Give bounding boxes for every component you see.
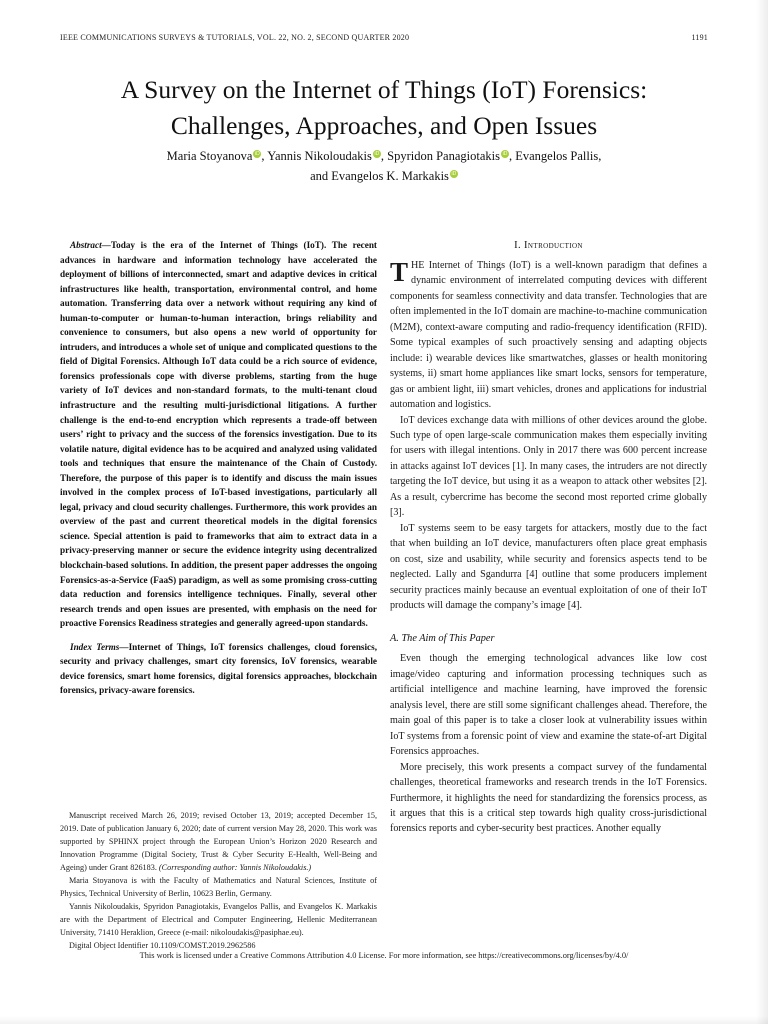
footnote-manuscript-history (60, 809, 377, 874)
author-separator-3: , (508, 149, 516, 163)
two-column-body (60, 238, 708, 952)
abstract-label: Abstract— (70, 240, 111, 250)
orcid-icon: iD (451, 170, 457, 177)
license-line: This work is licensed under a Creative Commons Attribution 4.0 License. For more information, see https://creativecommons.org/licenses/by/4.0/ (139, 951, 629, 960)
section-1-heading: I. Introduction (514, 240, 583, 251)
footnote-affiliation-2: Yannis Nikoloudakis, Spyridon Panagiotakis, Evangelos Pallis, and Evangelos K. Markakis are with the Department of Electrical and Computer Engineering, Hellenic Mediterranean University, 71410 Heraklion, Greece (e-mail: nikoloudakis@pasiphae.eu). (60, 902, 377, 937)
abstract (60, 238, 377, 631)
author-name-1: Maria Stoyanova (166, 149, 253, 163)
footnotes-block (60, 809, 377, 952)
footnote-affiliation-1: Maria Stoyanova is with the Faculty of Mathematics and Natural Sciences, Institute of Physics, Technical University of Berlin, 10623 Berlin, Germany. (60, 876, 377, 898)
index-terms-text: Internet of Things, IoT forensics challenges, cloud forensics, security and privacy challenges, smart city forensics, IoV forensics, wearable device forensics, smart home forensics, digital forensics approaches, blockchain forensics, privacy-aware forensics. (60, 641, 378, 696)
index-terms (60, 640, 377, 698)
intro-paragraph-1-text: HE Internet of Things (IoT) is a well-known paradigm that defines a dynamic environment of interrelated computing devices with different components for seamless connectivity and data transfer. Technologies that are often implemented in the IoT domain are machine-to-machine communication (M2M), context-aware computing and radio-frequency identification (RFID). Some typical examples of such proactively sensing and adapting objects include: i) wearable devices like smartwatches, glasses or health monitoring systems, ii) smart home appliances like smart locks, sensors for temperature, gas or ambient light, iii) smart vehicles, drones and applications for industrial automation and logistics. (390, 260, 707, 411)
footnote-manuscript-text: Manuscript received March 26, 2019; revised October 13, 2019; accepted December 15, 2019. Date of publication January 6, 2020; date of current version May 28, 2020. This work was supported by SPHINX project through the European Union’s Horizon 2020 Research and Innovation Programme (Digital Society, Trust & Cyber Security E-Health, Well-Being and Ageing) under Grant 826183. (60, 811, 377, 872)
title-line-2: Challenges, Approaches, and Open Issues (170, 111, 598, 140)
authors-line-1 (30, 146, 738, 166)
paper-title (30, 72, 738, 144)
author-separator-2: , (380, 149, 388, 163)
title-line-1: A Survey on the Internet of Things (IoT) Forensics: (120, 75, 648, 104)
intro-paragraph-1 (390, 258, 707, 413)
section-a-paragraph-1: Even though the emerging technological advances like low cost image/video capturing and information processing techniques such as artificial intelligence and machine learning, have improved the forensic analysis level, there are still some significant challenges ahead. Therefore, the main goal of this paper is to take a closer look at vulnerability issues within IoT systems from a forensic point of view and examine the state-of-art Digital Forensics approaches. (390, 653, 707, 758)
page-number: 1191 (691, 33, 708, 42)
intro-paragraph-3: IoT systems seem to be easy targets for attackers, mostly due to the fact that when building an IoT device, manufacturers often place great emphasis on cost, size and usability, while security and forensics aspects tend to be neglected. Lally and Sgandurra [4] outline that some producers implement security practices mainly because an eventual exploitation of one of their IoT products will damage the company’s image [4]. (390, 522, 707, 611)
orcid-icon: iD (502, 150, 508, 157)
authors-block (30, 146, 738, 186)
author-name-2: Yannis Nikoloudakis (267, 149, 372, 163)
abstract-text: Today is the era of the Internet of Things (IoT). The recent advances in hardware and information technology have accelerated the deployment of billions of interconnected, smart and adaptive devices in critical infrastructures like health, transportation, environmental control, and home automation. Transferring data over a network without requiring any kind of human-to-computer or human-to-human interaction, brings reliability and convenience to consumers, but also opens a new world of opportunity for intruders, and introduces a whole set of unique and complicated questions to the field of Digital Forensics. Although IoT data could be a rich source of evidence, forensics professionals cope with diverse problems, starting from the huge variety of IoT devices and non-standard formats, to the multi-tenant cloud infrastructure and the resulting multi-jurisdictional litigations. A further challenge is the end-to-end encryption which represents a trade-off between users’ right to privacy and the success of the forensics investigation. Due to its volatile nature, digital evidence has to be acquired and analyzed using validated tools and techniques that ensure the maintenance of the Chain of Custody. Therefore, the purpose of this paper is to identify and discuss the main issues involved in the complex process of IoT-based investigations, particularly all legal, privacy and cloud security challenges. Furthermore, this work provides an overview of the past and current theoretical models in the digital forensics science. Special attention is paid to frameworks that aim to extract data in a privacy-preserving manner or secure the evidence integrity using decentralized blockchain-based solutions. In addition, the present paper addresses the ongoing Forensics-as-a-Service (FaaS) paradigm, as well as some promising cross-cutting data reduction and forensics intelligence techniques. Finally, several other research trends and open issues are presented, with emphasis on the need for proactive Forensics Readiness strategies and generally agreed-upon standards. (60, 240, 377, 629)
corresponding-author-note: (Corresponding author: Yannis Nikoloudakis.) (158, 863, 312, 872)
right-column (390, 238, 707, 952)
intro-paragraph-2: IoT devices exchange data with millions of other devices around the globe. Such type of open large-scale communication makes them especially inviting for users with illegal intentions. Only in 2017 there was 600 percent increase in attacks against IoT devices [1]. In many cases, the intruders are not directly targeting the IoT device, but using it as a weapon to attack other websites [2]. As a result, cybercrime has become the second most reported crime globally [3]. (390, 414, 707, 519)
author-name-5: and Evangelos K. Markakis (310, 169, 449, 183)
section-a-paragraph-2: More precisely, this work presents a compact survey of the fundamental challenges, theoretical frameworks and research trends in the IoT Forensics. Furthermore, it highlights the need for standardizing the forensics process, as it argues that this is a critical step towards high quality cross-jurisdictional forensics reports and cyber-security best practices. Another equally (390, 761, 707, 835)
running-head (60, 33, 708, 42)
orcid-icon: iD (374, 150, 380, 157)
orcid-icon: iD (255, 150, 260, 157)
subsection-a-heading: A. The Aim of This Paper (390, 633, 495, 645)
drop-cap: T (390, 257, 409, 287)
index-terms-label: Index Terms— (70, 641, 129, 652)
authors-line-2 (30, 166, 738, 186)
author-name-4: Evangelos Pallis, (515, 149, 602, 163)
left-column (60, 238, 377, 952)
journal-title: IEEE COMMUNICATIONS SURVEYS & TUTORIALS, VOL. 22, NO. 2, SECOND QUARTER 2020 (60, 33, 410, 42)
author-name-3: Spyridon Panagiotakis (387, 149, 500, 163)
author-separator-1: , (261, 149, 268, 163)
footnote-doi: Digital Object Identifier 10.1109/COMST.2019.2962586 (69, 941, 256, 950)
